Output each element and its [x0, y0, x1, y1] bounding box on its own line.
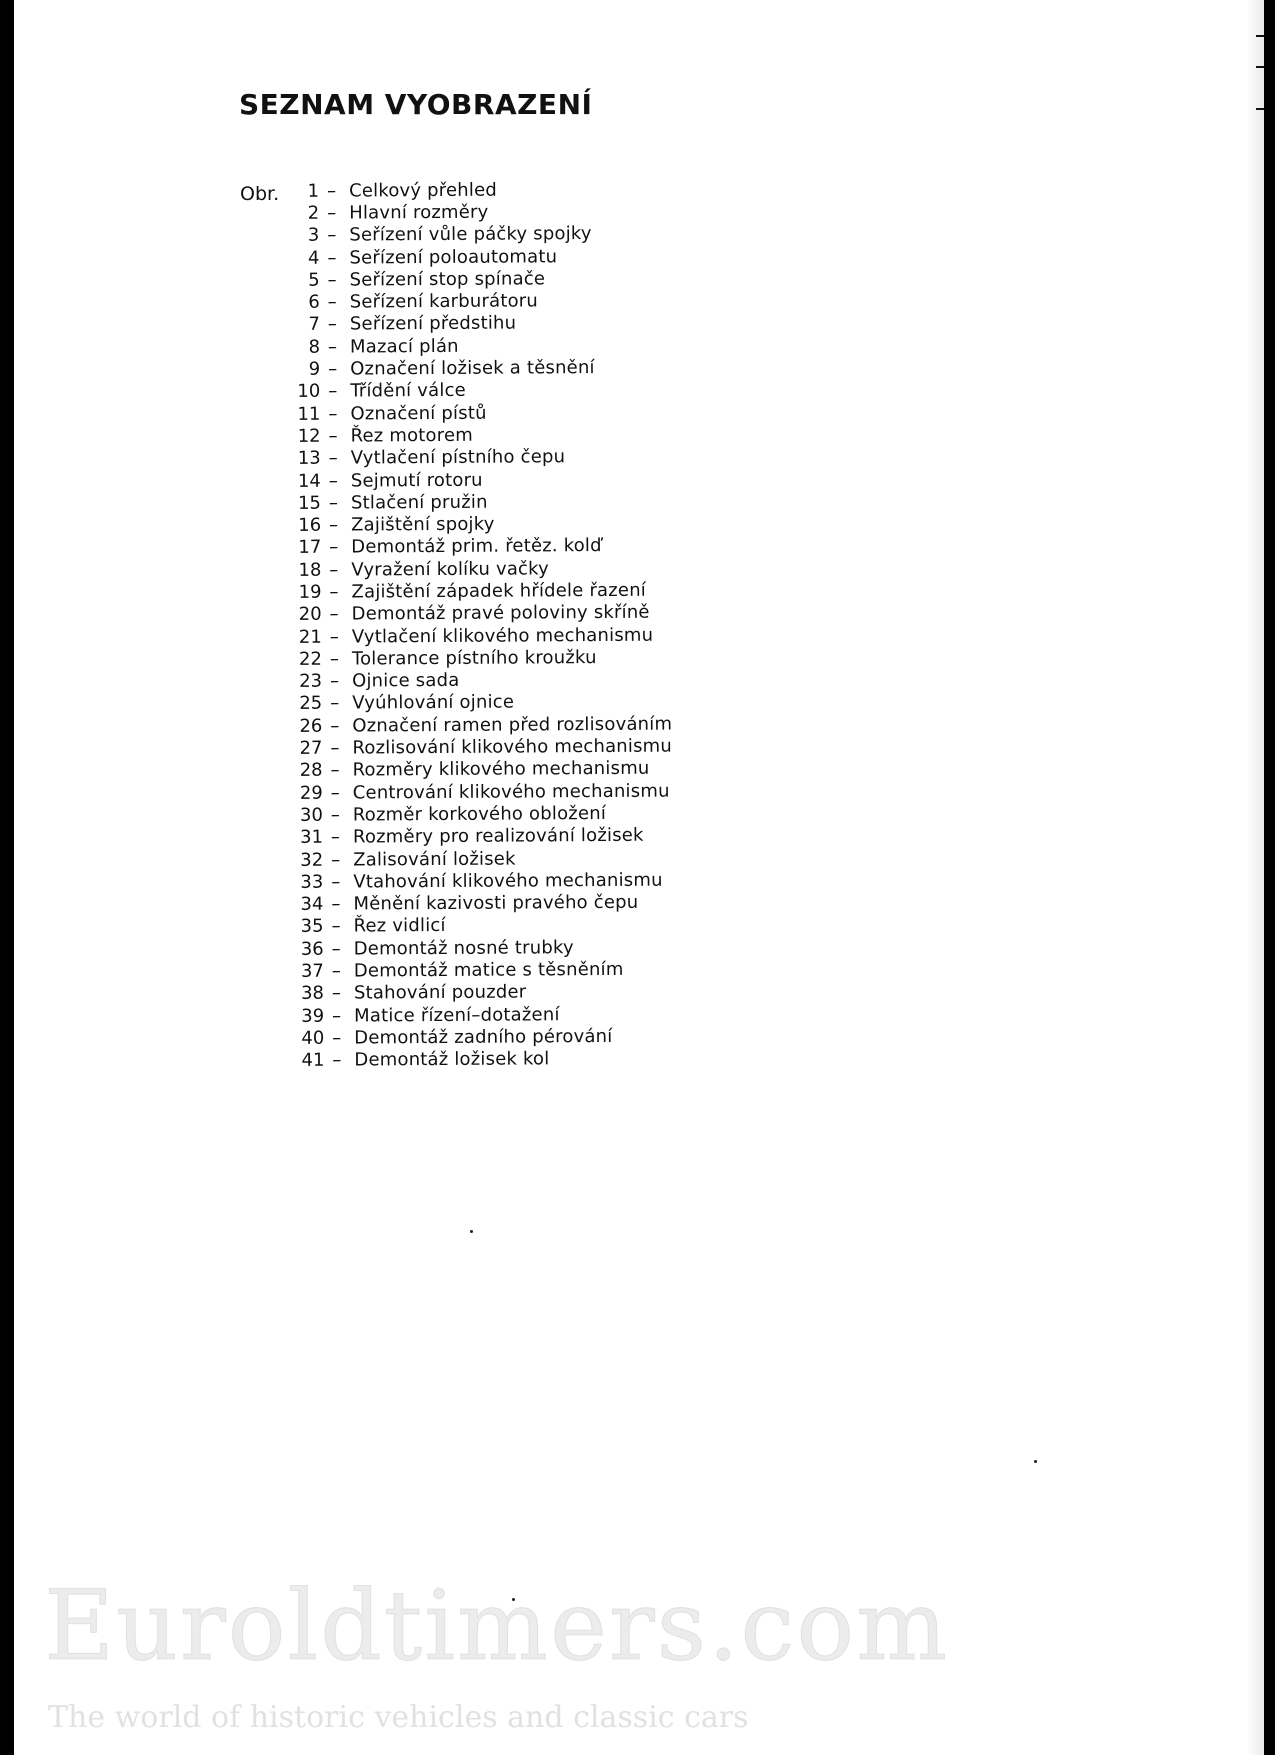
- figure-number: 40: [301, 1027, 325, 1049]
- figure-dash: –: [330, 737, 340, 759]
- figure-number: 17: [298, 537, 322, 559]
- figure-number: 6: [308, 291, 320, 313]
- figure-number: 30: [299, 804, 323, 826]
- figure-dash: –: [329, 626, 339, 648]
- figure-dash: –: [330, 715, 340, 737]
- figure-dash: –: [331, 960, 341, 982]
- figure-dash: –: [331, 849, 341, 871]
- figure-dash: –: [327, 336, 338, 358]
- list-item: [277, 1046, 897, 1072]
- figure-number: 23: [299, 670, 323, 693]
- figure-list: [272, 176, 897, 1072]
- figure-title: Ojnice sada: [351, 670, 460, 692]
- figure-title: Označení ramen před rozlisováním: [352, 713, 673, 737]
- figure-number: 31: [300, 826, 324, 849]
- figure-number: 29: [299, 782, 323, 804]
- figure-dash: –: [329, 670, 340, 692]
- figure-number: 32: [300, 849, 324, 871]
- figure-number: 34: [300, 893, 324, 915]
- figure-dash: –: [327, 247, 337, 269]
- figure-title: Zajištění západek hřídele řazení: [351, 579, 647, 603]
- figure-number: 1: [307, 180, 320, 202]
- figure-title: Vtahování klikového mechanismu: [353, 869, 663, 893]
- figure-title: Hlavní rozměry: [349, 201, 489, 224]
- figure-prefix: Obr.: [240, 183, 280, 205]
- figure-number: 4: [307, 247, 320, 269]
- figure-dash: –: [331, 982, 342, 1004]
- figure-title: Třídění válce: [350, 380, 466, 402]
- figure-number: 38: [301, 983, 325, 1005]
- figure-number: 19: [298, 581, 322, 603]
- figure-dash: –: [331, 871, 341, 893]
- figure-dash: –: [332, 1005, 342, 1027]
- figure-number: 33: [300, 871, 324, 893]
- figure-number: 14: [297, 470, 321, 492]
- figure-number: 3: [307, 224, 320, 247]
- figure-dash: –: [329, 536, 339, 559]
- figure-dash: –: [328, 380, 338, 402]
- figure-title: Seřízení vůle páčky spojky: [349, 223, 592, 246]
- figure-title: Stlačení pružin: [350, 491, 488, 514]
- figure-number: 36: [300, 938, 324, 960]
- figure-number: 28: [299, 760, 323, 782]
- document-page: [14, 0, 1264, 1755]
- edge-mark: [1256, 35, 1264, 37]
- figure-title: Matice řízení–dotažení: [354, 1003, 560, 1027]
- figure-title: Demontáž matice s těsněním: [353, 958, 624, 982]
- figure-dash: –: [330, 782, 340, 804]
- figure-dash: –: [327, 291, 337, 313]
- figure-dash: –: [329, 603, 339, 625]
- figure-title: Rozměry klikového mechanismu: [352, 758, 650, 781]
- figure-dash: –: [327, 269, 337, 291]
- figure-dash: –: [328, 492, 339, 514]
- figure-title: Celkový přehled: [349, 179, 498, 202]
- figure-title: Zalisování ložisek: [353, 848, 516, 871]
- figure-dash: –: [329, 559, 339, 581]
- watermark-brand: Euroldtimers.com: [44, 1570, 950, 1682]
- figure-dash: –: [329, 581, 339, 603]
- figure-title: Sejmutí rotoru: [350, 469, 483, 492]
- figure-dash: –: [327, 180, 337, 202]
- figure-number: 13: [297, 447, 321, 470]
- figure-number: 41: [301, 1049, 325, 1072]
- watermark-tagline: The world of historic vehicles and classic cars: [48, 1700, 749, 1735]
- figure-title: Vytlačení klikového mechanismu: [351, 624, 654, 648]
- figure-number: 27: [299, 737, 323, 759]
- figure-dash: –: [330, 693, 340, 715]
- figure-dash: –: [327, 224, 337, 246]
- figure-number: 21: [298, 626, 322, 648]
- figure-title: Rozměry pro realizování ložisek: [352, 824, 644, 848]
- figure-number: 9: [308, 358, 321, 380]
- page-title: SEZNAM VYOBRAZENÍ: [239, 88, 593, 121]
- figure-number: 5: [308, 269, 320, 291]
- figure-dash: –: [328, 358, 338, 380]
- figure-number: 2: [307, 202, 320, 224]
- figure-title: Stahování pouzder: [353, 981, 527, 1004]
- figure-title: Označení pístů: [350, 402, 487, 425]
- figure-title: Vytlačení pístního čepu: [350, 446, 566, 469]
- figure-number: 12: [297, 425, 321, 447]
- figure-title: Řez motorem: [350, 424, 474, 447]
- figure-title: Rozměr korkového obložení: [352, 802, 607, 826]
- figure-title: Vyražení kolíku vačky: [351, 558, 550, 581]
- figure-dash: –: [330, 804, 340, 826]
- figure-title: Tolerance pístního kroužku: [351, 646, 597, 670]
- figure-dash: –: [330, 826, 341, 848]
- figure-number: 37: [300, 960, 324, 982]
- edge-mark: [1256, 108, 1264, 110]
- figure-title: Centrování klikového mechanismu: [352, 780, 670, 804]
- figure-title: Demontáž prim. řetěz. kolď: [351, 535, 602, 558]
- figure-title: Seřízení stop spínače: [349, 268, 546, 291]
- figure-number: 15: [298, 492, 322, 514]
- figure-title: Demontáž nosné trubky: [353, 936, 574, 960]
- figure-dash: –: [328, 403, 338, 425]
- figure-title: Zajištění spojky: [351, 513, 495, 536]
- figure-title: Demontáž pravé poloviny skříně: [351, 601, 650, 625]
- figure-title: Demontáž ložisek kol: [354, 1048, 550, 1071]
- figure-dash: –: [331, 893, 341, 915]
- figure-number: 11: [297, 403, 321, 425]
- figure-title: Seřízení poloautomatu: [349, 245, 558, 269]
- figure-dash: –: [329, 648, 339, 670]
- figure-number: 10: [297, 381, 321, 403]
- figure-dash: –: [327, 202, 337, 224]
- figure-number: 22: [298, 648, 322, 670]
- figure-title: Demontáž zadního pérování: [354, 1025, 613, 1049]
- print-speck: [1034, 1460, 1037, 1463]
- figure-number: 8: [308, 336, 321, 358]
- figure-number: 35: [300, 916, 324, 938]
- figure-dash: –: [328, 447, 338, 469]
- figure-number: 16: [298, 514, 322, 536]
- figure-number: 18: [298, 559, 322, 581]
- figure-dash: –: [331, 938, 341, 960]
- figure-dash: –: [332, 1049, 342, 1071]
- figure-title: Mazací plán: [349, 335, 459, 358]
- figure-title: Rozlisování klikového mechanismu: [352, 735, 673, 759]
- figure-title: Měnění kazivosti pravého čepu: [353, 891, 639, 915]
- figure-dash: –: [330, 759, 340, 782]
- figure-dash: –: [332, 1027, 342, 1049]
- edge-mark: [1256, 66, 1264, 68]
- figure-dash: –: [329, 514, 339, 536]
- figure-dash: –: [328, 425, 338, 447]
- figure-title: Seřízení předstihu: [349, 312, 517, 335]
- figure-number: 25: [299, 693, 323, 715]
- figure-number: 26: [299, 715, 323, 737]
- figure-number: 7: [308, 314, 320, 336]
- figure-title: Řez vidlicí: [353, 915, 446, 937]
- figure-title: Označení ložisek a těsnění: [350, 357, 595, 380]
- figure-title: Vyúhlování ojnice: [352, 691, 515, 714]
- figure-dash: –: [327, 314, 337, 336]
- figure-dash: –: [331, 916, 341, 938]
- print-speck: [470, 1230, 473, 1233]
- figure-number: 39: [301, 1005, 325, 1027]
- figure-dash: –: [328, 470, 338, 492]
- figure-title: Seřízení karburátoru: [349, 290, 539, 313]
- figure-number: 20: [298, 603, 322, 626]
